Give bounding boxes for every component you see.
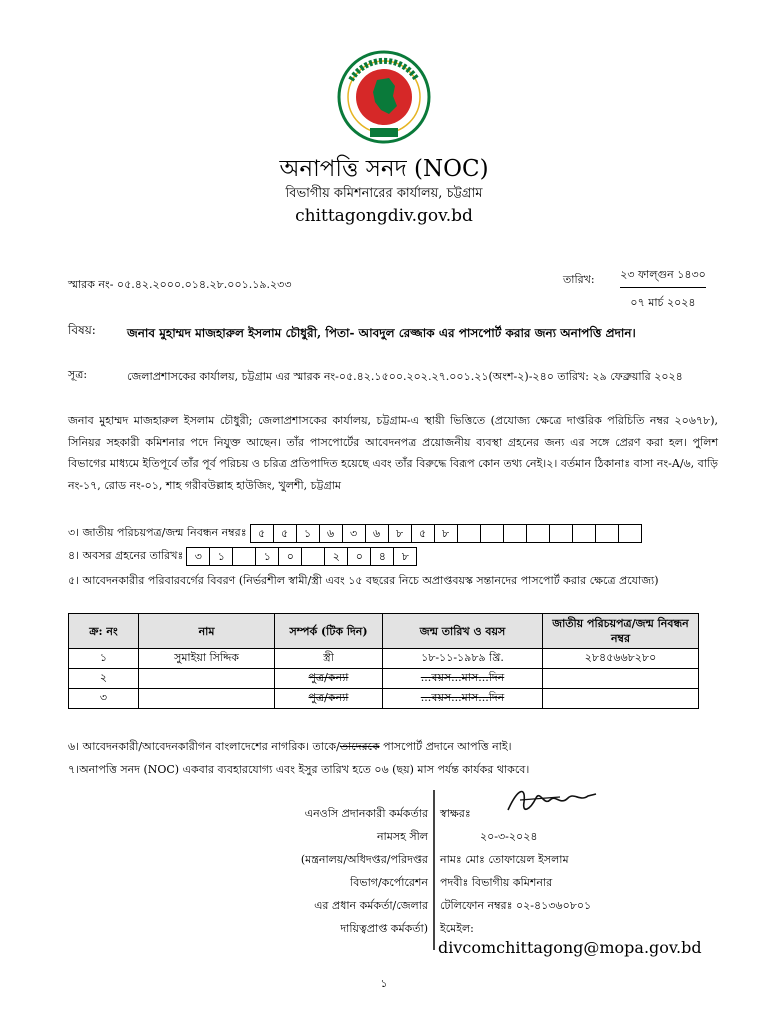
cell-dob: ...বয়স...মাস...দিন: [383, 689, 543, 709]
subject-label: বিষয়:: [68, 323, 96, 337]
digit-box: ২: [324, 547, 348, 566]
page-number: ১: [380, 977, 388, 990]
digit-box: ৮: [388, 524, 412, 543]
digit-box: ০: [347, 547, 371, 566]
digit-box: ৩: [186, 547, 210, 566]
digit-box: ৮: [393, 547, 417, 566]
date-gregorian: ০৭ মার্চ ২০২৪: [630, 296, 696, 309]
digit-box: ৫: [250, 524, 274, 543]
reference-label: সূত্র:: [68, 368, 88, 381]
digit-box: [618, 524, 642, 543]
digit-box: ৬: [319, 524, 343, 543]
digit-box: [526, 524, 550, 543]
cell-name: সুমাইয়া সিদ্দিক: [139, 649, 275, 669]
col-header-dob: জন্ম তারিখ ও বয়স: [383, 614, 543, 649]
signatory-email-label: ইমেইল:: [440, 922, 474, 935]
cell-sl: ১: [69, 649, 139, 669]
cell-relation: পুত্র/কন্যা: [275, 669, 383, 689]
nid-label: ৩। জাতীয় পরিচয়পত্র/জন্ম নিবন্ধন নম্বরঃ: [68, 526, 247, 539]
signatory-phone: টেলিফোন নম্বরঃ ০২-৪১৩৬০৮০১: [440, 899, 592, 912]
signatory-block: [440, 802, 591, 940]
retire-digit-boxes: [187, 547, 417, 566]
signatory-name: নামঃ মোঃ তোফায়েল ইসলাম: [440, 853, 569, 866]
clause-6: [68, 738, 512, 757]
page-title: অনাপত্তি সনদ (NOC): [279, 156, 489, 182]
office-website: chittagongdiv.gov.bd: [295, 206, 473, 226]
digit-box: [232, 547, 256, 566]
digit-box: [301, 547, 325, 566]
table-row: [69, 669, 699, 689]
digit-box: ১: [209, 547, 233, 566]
digit-box: ৩: [342, 524, 366, 543]
government-seal-logo: [337, 50, 431, 144]
digit-box: ৮: [434, 524, 458, 543]
cell-nid: [543, 689, 699, 709]
cell-relation: পুত্র/কন্যা: [275, 689, 383, 709]
retire-row: [68, 547, 417, 566]
signature-label: স্বাক্ষরঃ: [440, 807, 471, 820]
date-bangla: ২৩ ফাল্গুন ১৪৩০: [620, 266, 706, 288]
digit-box: ৫: [273, 524, 297, 543]
signatory-designation: পদবীঃ বিভাগীয় কমিশনার: [440, 876, 553, 889]
clause-6-struck: তাদেরকে: [339, 740, 380, 753]
body-paragraph: জনাব মুহাম্মদ মাজহারুল ইসলাম চৌধুরী; জেলাপ্রশাসকের কার্যালয়, চট্টগ্রাম-এ স্থায়ী ভিত্তিতে (প্রযোজ্য ক্ষেত্রে দাপ্তরিক পরিচিতি নম্বর ২০৬৭৮), সিনিয়র সহকারী কমিশনার পদে নিযুক্ত আছেন। তাঁর পাসপোর্টের আবেদনপত্র প্রয়োজনীয় ব্যবস্থা গ্রহনের জন্য এর সঙ্গে প্রেরণ করা হল। পুলিশ বিভাগের মাধ্যমে ইতিপূর্বে তাঁর পূর্ব পরিচয় ও চরিত্র প্রতিপাদিত হয়েছে এবং তাঁর বিরুদ্ধে বিরূপ কোন তথ্য নেই।২। বর্তমান ঠিকানাঃ বাসা নং-A/৬, বাড়ি নং-১৭, রোড নং-০১, শাহ গরীবউল্লাহ হাউজিং, খুলশী, চট্টগ্রাম: [68, 414, 718, 492]
cell-nid: [543, 669, 699, 689]
clause-6-part-b: পাসপোর্ট প্রদানে আপত্তি নাই।: [379, 740, 512, 753]
family-table: [68, 613, 699, 709]
digit-box: ১: [296, 524, 320, 543]
clause-6-part-a: ৬। আবেদনকারী/আবেদনকারীগন বাংলাদেশের নাগরিক। তাকে/: [68, 740, 340, 753]
memo-number: স্মারক নং- ০৫.৪২.২০০০.০১৪.২৮.০০১.১৯.২৩৩: [68, 278, 292, 291]
col-header-nid: জাতীয় পরিচয়পত্র/জন্ম নিবন্ধন নম্বর: [543, 614, 699, 649]
retire-label: ৪। অবসর গ্রহনের তারিখঃ: [68, 549, 184, 562]
digit-box: ৬: [365, 524, 389, 543]
reference-text: জেলাপ্রশাসকের কার্যালয়, চট্টগ্রাম এর স্মারক নং-০৫.৪২.১৫০০.২০২.২৭.০০১.২১(অংশ-২)-২৪০ তারিখ: ২৯ ফেব্রুয়ারি ২০২৪: [127, 370, 683, 383]
cell-name: [139, 669, 275, 689]
digit-box: [457, 524, 481, 543]
digit-box: ৪: [370, 547, 394, 566]
cell-nid: ২৮৪৫৬৬৮২৮০: [543, 649, 699, 669]
family-intro: ৫। আবেদনকারীর পরিবারবর্গের বিবরণ (নির্ভরশীল স্বামী/স্ত্রী এবং ১৫ বছরের নিচে অপ্রাপ্তবয়স্ক সন্তানদের পাসপোর্ট করার ক্ষেত্রে প্রযোজ্য): [68, 574, 659, 587]
cell-dob: ১৮-১১-১৯৮৯ খ্রি.: [383, 649, 543, 669]
cell-relation: স্ত্রী: [275, 649, 383, 669]
digit-box: [572, 524, 596, 543]
handwritten-signature: [500, 780, 610, 820]
seal-note-line: বিভাগ/কর্পোরেশন: [350, 876, 428, 889]
clause-7: ৭।অনাপত্তি সনদ (NOC) একবার ব্যবহারযোগ্য এবং ইসুর তারিখ হতে ০৬ (ছয়) মাস পর্যন্ত কার্যকর থাকবে।: [68, 763, 530, 776]
subject-text: জনাব মুহাম্মদ মাজহারুল ইসলাম চৌধুরী, পিতা- আবদুল রেজ্জাক এর পাসপোর্ট করার জন্য অনাপত্তি প্রদান।: [127, 326, 636, 340]
office-name: বিভাগীয় কমিশনারের কার্যালয়, চট্টগ্রাম: [285, 186, 483, 201]
signature-date: ২০-৩-২০২৪: [480, 830, 538, 843]
seal-note-line: নামসহ সীল: [376, 830, 428, 843]
signatory-email: divcomchittagong@mopa.gov.bd: [438, 938, 702, 957]
seal-note-line: দায়িত্বপ্রাপ্ত কর্মকর্তা): [340, 922, 428, 935]
col-header-name: নাম: [139, 614, 275, 649]
cell-sl: ৩: [69, 689, 139, 709]
cell-sl: ২: [69, 669, 139, 689]
digit-box: [595, 524, 619, 543]
digit-box: ০: [278, 547, 302, 566]
digit-box: [549, 524, 573, 543]
signature-divider: [433, 790, 435, 950]
digit-box: [480, 524, 504, 543]
seal-note-line: এনওসি প্রদানকারী কর্মকর্তার: [304, 807, 428, 820]
seal-note-line: এর প্রধান কর্মকর্তা/জেলার: [314, 899, 428, 912]
cell-dob: ...বয়স...মাস...দিন: [383, 669, 543, 689]
family-table-header: [69, 614, 699, 649]
table-row: [69, 689, 699, 709]
nid-row: [68, 524, 642, 543]
date-label: তারিখ:: [563, 273, 595, 286]
digit-box: ১: [255, 547, 279, 566]
col-header-sl: ক্র: নং: [69, 614, 139, 649]
seal-note-line: (মন্ত্রনালয়/অধিদপ্তর/পরিদপ্তর: [300, 853, 428, 866]
nid-digit-boxes: [251, 524, 642, 543]
officer-seal-note: [268, 802, 428, 940]
col-header-relation: সম্পর্ক (টিক দিন): [275, 614, 383, 649]
table-row: [69, 649, 699, 669]
cell-name: [139, 689, 275, 709]
digit-box: [503, 524, 527, 543]
digit-box: ৫: [411, 524, 435, 543]
